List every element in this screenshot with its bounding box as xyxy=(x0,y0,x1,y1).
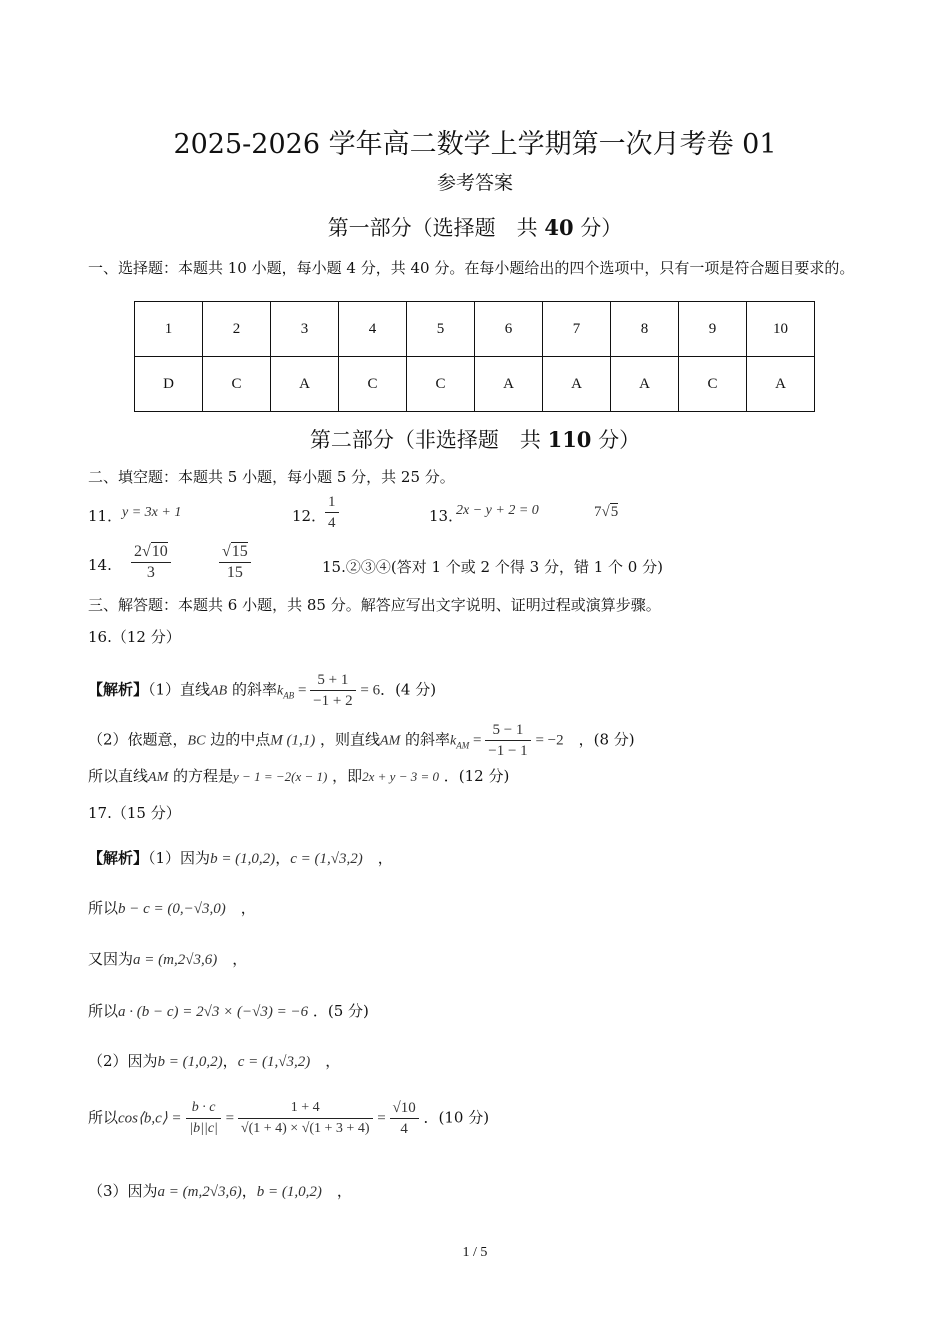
cosine-fraction-1 xyxy=(186,1098,221,1139)
q17-line-1: 【解析】（1）因为b = (1,0,2)，c = (1,√3,2) ， xyxy=(88,849,393,867)
q16-l2-text4: 的斜率 xyxy=(405,730,451,749)
q17-line-4 xyxy=(88,1000,369,1021)
q16-slope-fraction xyxy=(310,670,355,711)
cosine-fraction-3 xyxy=(390,1098,419,1139)
q16-l1-score: ．(4 分) xyxy=(380,680,437,699)
line-am-symbol: AM xyxy=(380,733,401,749)
part2-heading-pre: 第二部分（非选择题 共 xyxy=(309,428,548,452)
fraction-denominator: −1 + 2 xyxy=(313,693,353,709)
part2-heading-score: 110 xyxy=(547,427,592,452)
vector-c: c = (1,√3,2) xyxy=(237,1054,311,1070)
vector-b: b = (1,0,2) xyxy=(256,1184,322,1200)
document-title: 2025-2026 学年高二数学上学期第一次月考卷 01 xyxy=(173,129,777,160)
q11-answer: y = 3x + 1 xyxy=(122,505,182,520)
part1-heading-post: 分） xyxy=(573,216,623,240)
q17-l7-text: （3）因为 xyxy=(88,1182,158,1200)
solve-section-intro: 三、解答题：本题共 6 小题，共 85 分。解答应写出文字说明、证明过程或演算步骤。 xyxy=(88,596,661,614)
part1-heading-pre: 第一部分（选择题 共 xyxy=(327,216,545,240)
q17-line-5: （2）因为b = (1,0,2)，c = (1,√3,2) ， xyxy=(88,1052,341,1070)
page-number: 1 / 5 xyxy=(462,1245,488,1260)
vector-b-minus-c: b − c = (0,−√3,0) xyxy=(118,901,226,917)
fraction-denominator: −1 − 1 xyxy=(488,743,528,759)
answer-cell: A xyxy=(611,357,679,412)
question-number-cell: 4 xyxy=(339,302,407,357)
line-am-equation: y − 1 = −2(x − 1) xyxy=(233,769,328,784)
punctuation: ， xyxy=(240,899,256,917)
line-am-general-equation: 2x + y − 3 = 0 xyxy=(362,769,439,784)
part1-heading-score: 40 xyxy=(544,215,574,240)
q13-answer-2: 7√5 xyxy=(594,504,619,520)
vector-b: b = (1,0,2) xyxy=(210,851,276,867)
q17-line-6: 所以cos⟨b,c⟩ = $\frac{b \cdot c}{|b||c|}$ = $\frac{1 + 4}{√(1 + 4) \times √(1 + 3 + 4)}$ = $\frac{√10}{4}$ ．(10 分) xyxy=(88,1100,490,1137)
q16-l3-text3: ，即 xyxy=(332,767,363,785)
vector-c: c = (1,√3,2) xyxy=(290,851,363,867)
q13-answer: 2x − y + 2 = 0 xyxy=(456,503,539,518)
fraction-numerator: 5 − 1 xyxy=(485,720,530,741)
part2-heading xyxy=(0,424,950,454)
vector-b: b = (1,0,2) xyxy=(157,1054,223,1070)
q13-radicand: 5 xyxy=(610,504,619,520)
q17-l4-text: 所以 xyxy=(88,1002,119,1020)
q16-l2-result: = −2 xyxy=(535,732,564,749)
q12-denominator: 4 xyxy=(328,515,336,531)
q17-l6-text: 所以 xyxy=(88,1108,119,1127)
q15-answer: 15.②③④(答对 1 个或 2 个得 3 分，错 1 个 0 分) xyxy=(322,558,663,576)
jiexi-tag: 【解析】 xyxy=(88,849,149,867)
q17-line-3 xyxy=(88,948,247,969)
jiexi-tag: 【解析】 xyxy=(88,680,149,699)
punctuation: ， xyxy=(325,1052,341,1070)
line-ab-symbol: AB xyxy=(210,683,228,699)
q16-line-1: 【解析】（1）直线AB 的斜率$k_{AB}$ = $\frac{5 + 1}{-1 + 2}$ = 6．(4 分) xyxy=(88,672,437,709)
table-row-answers xyxy=(135,357,815,412)
q16-l3-score: ．(12 分) xyxy=(443,767,510,785)
q16-line-2: （2）依题意，BC 边的中点M (1,1) ，则直线AM 的斜率$k_{AM}$ = $\frac{5 - 1}{-1 - 1}$ = −2 ，(8 分) xyxy=(88,722,635,759)
q16-l1-text2: 的斜率 xyxy=(231,680,277,699)
slope-subscript: AB xyxy=(283,690,295,701)
q17-line-2 xyxy=(88,897,256,918)
q12-label: 12． xyxy=(292,507,327,525)
q13-label: 13． xyxy=(429,507,464,525)
cosine-expression: cos⟨b,c⟩ = xyxy=(118,1110,182,1127)
vector-a: a = (m,2√3,6) xyxy=(133,952,218,968)
part2-heading-post: 分） xyxy=(591,428,641,452)
answer-cell: A xyxy=(747,357,815,412)
question-number-cell: 5 xyxy=(407,302,475,357)
q11-label: 11． xyxy=(88,507,123,525)
q17-l5-text: （2）因为 xyxy=(88,1052,158,1070)
segment-bc-symbol: BC xyxy=(187,733,206,749)
q14-a-numerator: 2√10 xyxy=(131,542,171,563)
part1-heading xyxy=(0,212,950,242)
q16-l2-text2: 边的中点 xyxy=(210,730,271,749)
question-number-cell: 1 xyxy=(135,302,203,357)
fraction-denominator: √(1 + 4) × √(1 + 3 + 4) xyxy=(240,1121,370,1136)
slope-symbol: k xyxy=(276,683,284,699)
q12-numerator: 1 xyxy=(325,492,339,513)
q14-fraction-a xyxy=(131,542,171,583)
fraction-numerator: 5 + 1 xyxy=(310,670,355,691)
punctuation: ， xyxy=(377,849,393,867)
question-number-cell: 6 xyxy=(475,302,543,357)
fraction-numerator: b · c xyxy=(186,1098,221,1119)
punctuation: ， xyxy=(232,950,248,968)
answer-cell: C xyxy=(679,357,747,412)
q14-b-denominator: 15 xyxy=(226,564,243,581)
question-number-cell: 9 xyxy=(679,302,747,357)
q16-l3-text2: 的方程是 xyxy=(173,767,234,785)
q16-l2-text3: ，则直线 xyxy=(320,730,381,749)
q16-am-slope-fraction xyxy=(485,720,530,761)
q16-header: 16.（12 分） xyxy=(88,628,181,646)
q17-l4-score: ．(5 分) xyxy=(312,1002,369,1020)
q14-a-denominator: 3 xyxy=(146,564,155,581)
answer-cell: C xyxy=(203,357,271,412)
q16-l1-text: （1）直线 xyxy=(148,680,211,699)
answer-cell: A xyxy=(271,357,339,412)
fill-section-intro: 二、填空题：本题共 5 小题，每小题 5 分，共 25 分。 xyxy=(88,468,455,486)
q17-l3-text: 又因为 xyxy=(88,950,134,968)
midpoint-m: M (1,1) xyxy=(270,732,316,749)
answer-cell: A xyxy=(475,357,543,412)
punctuation: ， xyxy=(336,1182,352,1200)
fraction-denominator: 4 xyxy=(400,1121,408,1137)
fraction-numerator: √10 xyxy=(390,1098,419,1119)
question-number-cell: 7 xyxy=(543,302,611,357)
dot-product-result: a · (b − c) = 2√3 × (−√3) = −6 xyxy=(118,1004,309,1020)
q17-l1-text: （1）因为 xyxy=(148,849,211,867)
fraction-denominator: |b||c| xyxy=(189,1121,218,1136)
q16-l1-result: = 6 xyxy=(360,682,381,699)
question-number-cell: 3 xyxy=(271,302,339,357)
q14-fraction-b xyxy=(219,542,251,583)
q16-l2-text: （2）依题意， xyxy=(88,730,188,749)
q16-line-3 xyxy=(88,765,509,786)
question-number-cell: 2 xyxy=(203,302,271,357)
cosine-fraction-2 xyxy=(238,1098,373,1139)
q17-header: 17.（15 分） xyxy=(88,804,181,822)
q14-label: 14. xyxy=(88,556,112,574)
q17-line-7: （3）因为a = (m,2√3,6)，b = (1,0,2) ， xyxy=(88,1182,352,1200)
q16-l2-score: ，(8 分) xyxy=(578,730,635,749)
vector-a: a = (m,2√3,6) xyxy=(157,1184,242,1200)
q12-fraction xyxy=(325,492,339,533)
choice-section-intro: 一、选择题：本题共 10 小题，每小题 4 分，共 40 分。在每小题给出的四个选项中，只有一项是符合题目要求的。 xyxy=(88,259,855,277)
table-row-numbers xyxy=(135,302,815,357)
document-subtitle: 参考答案 xyxy=(436,172,513,194)
line-am-symbol: AM xyxy=(148,770,169,785)
answer-cell: A xyxy=(543,357,611,412)
question-number-cell: 10 xyxy=(747,302,815,357)
q17-l6-score: ．(10 分) xyxy=(423,1108,490,1127)
choice-answer-table xyxy=(134,301,815,412)
answer-cell: D xyxy=(135,357,203,412)
q17-l2-text: 所以 xyxy=(88,899,119,917)
slope-subscript: AM xyxy=(456,740,470,751)
q14-b-radicand: 15 xyxy=(231,543,248,560)
answer-cell: C xyxy=(339,357,407,412)
q14-a-coefficient: 2 xyxy=(134,543,142,560)
q13-coefficient: 7 xyxy=(594,504,602,520)
fraction-numerator: 1 + 4 xyxy=(238,1098,373,1119)
q14-b-numerator: √15 xyxy=(219,542,251,563)
question-number-cell: 8 xyxy=(611,302,679,357)
q16-l3-text: 所以直线 xyxy=(88,767,149,785)
answer-cell: C xyxy=(407,357,475,412)
q14-a-radicand: 10 xyxy=(151,543,168,560)
